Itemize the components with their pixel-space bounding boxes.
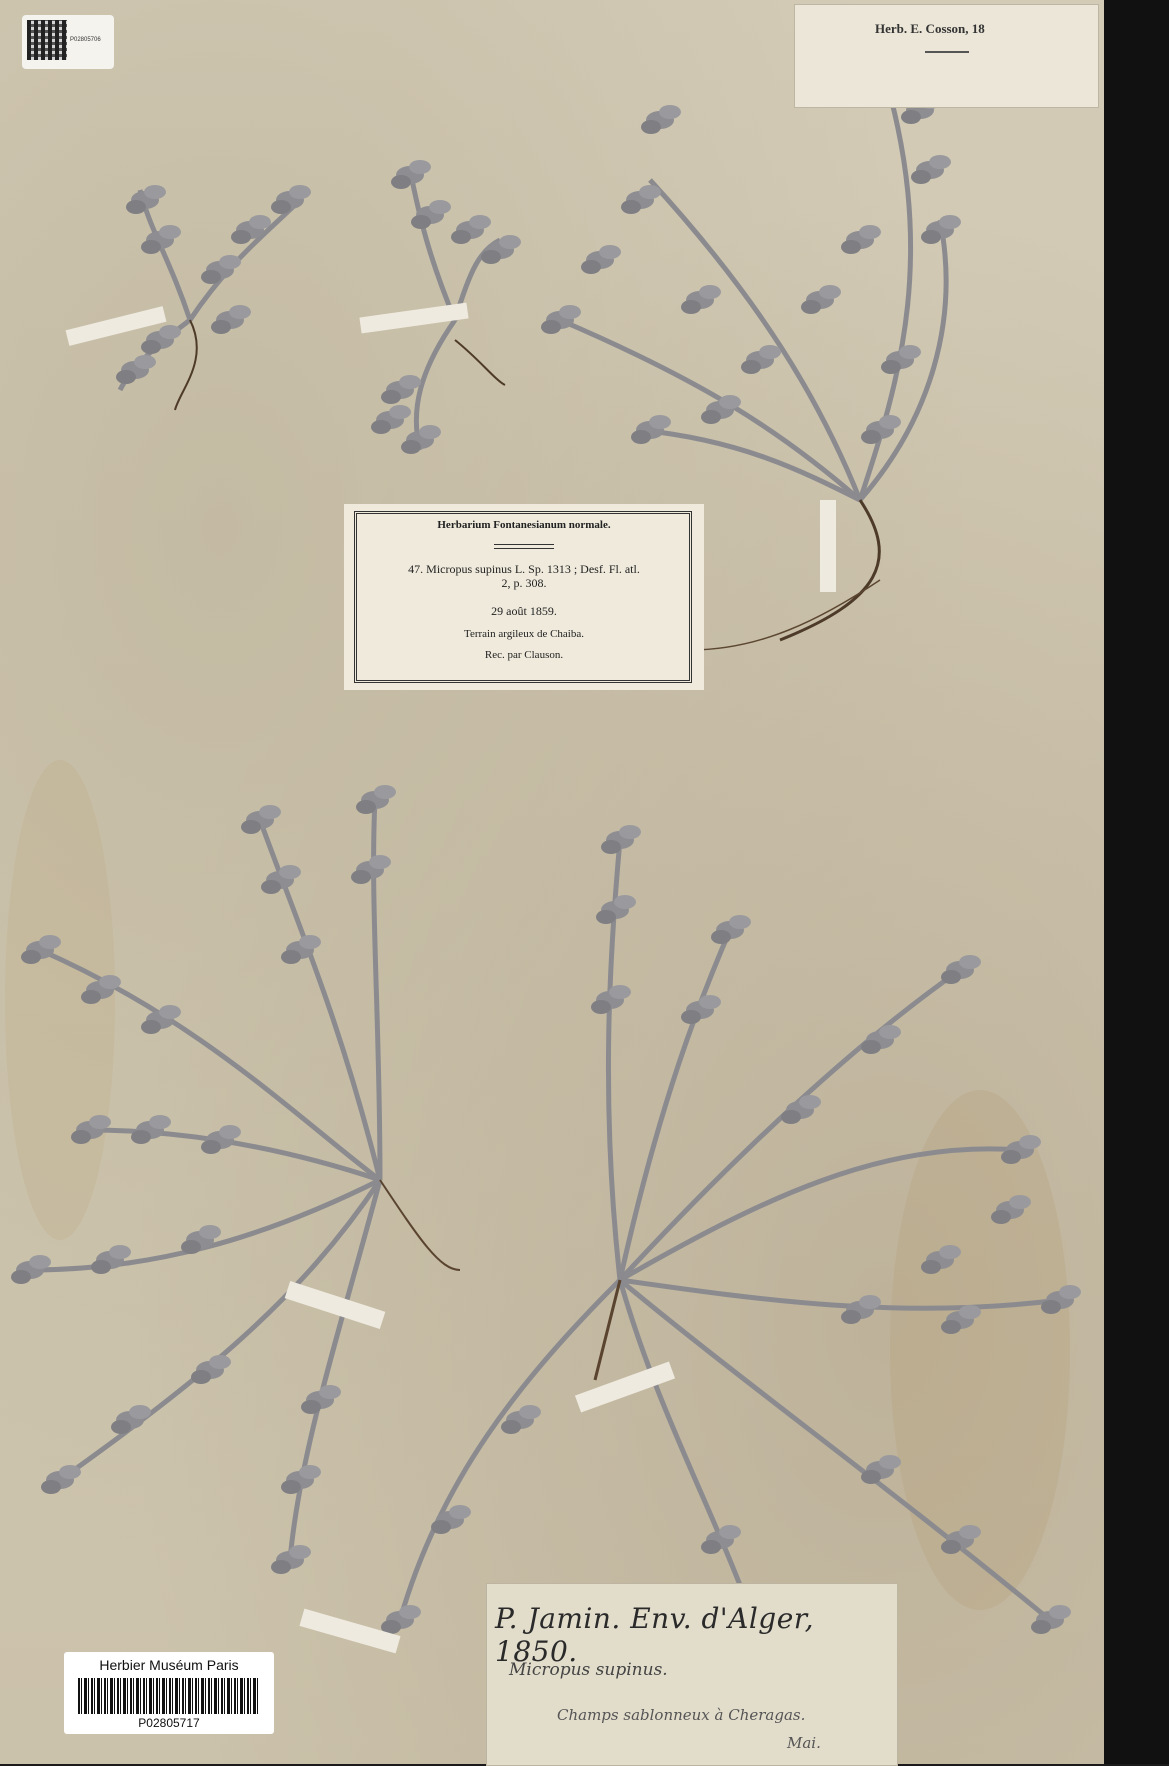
mounting-strip	[359, 303, 468, 334]
mounting-strip	[575, 1361, 675, 1412]
collection-date: 29 août 1859.	[491, 604, 557, 618]
handwritten-month: Mai.	[787, 1734, 821, 1752]
handwritten-label	[486, 1583, 898, 1766]
barcode	[78, 1678, 260, 1714]
barcode-label	[64, 1652, 274, 1734]
cosson-label-text: Herb. E. Cosson, 18	[875, 21, 985, 36]
scan-border	[1104, 0, 1169, 1764]
institution-name: Herbier Muséum Paris	[99, 1657, 239, 1673]
qr-code-label	[22, 15, 114, 69]
handwritten-collector-line: P. Jamin. Env. d'Alger, 1850.	[495, 1602, 814, 1668]
collector: Rec. par Clauson.	[484, 649, 564, 661]
mounting-strip	[285, 1281, 386, 1329]
mounting-strip	[820, 500, 836, 592]
handwritten-locality: Champs sablonneux à Cheragas.	[557, 1706, 806, 1724]
barcode-number: P02805717	[138, 1716, 200, 1730]
collection-locality: Terrain argileux de Chaiba.	[464, 628, 584, 640]
label-rule	[925, 51, 969, 53]
species-name: 47. Micropus supinus L. Sp. 1313 ; Desf. Fl. atl.	[408, 562, 640, 576]
qr-code-text: P02805706	[70, 37, 101, 43]
label-ornament	[494, 544, 554, 549]
qr-code	[27, 20, 67, 60]
label-title: Herbarium Fontanesianum normale.	[437, 519, 611, 531]
printed-specimen-label	[344, 504, 704, 690]
small-plant-1	[120, 190, 300, 410]
handwritten-species: Micropus supinus.	[509, 1660, 668, 1680]
cosson-herbarium-label	[794, 4, 1099, 108]
species-reference: 2, p. 308.	[501, 576, 547, 590]
